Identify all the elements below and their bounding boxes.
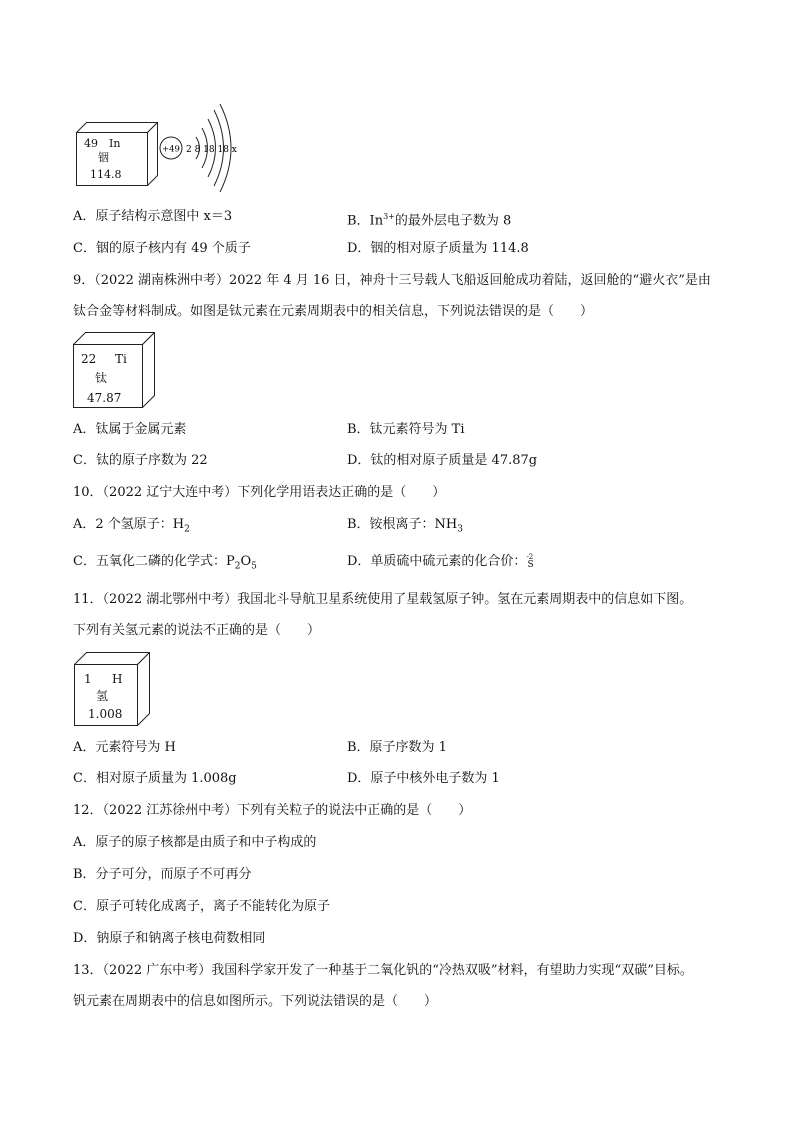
sulfur-symbol: S	[527, 560, 534, 570]
q10-option-b[interactable]: B．铵根离子：$NH_3$	[347, 517, 463, 535]
nucleus-charge: +49	[162, 144, 180, 155]
q10-option-d[interactable]: D．单质硫中硫元素的化合价： -2 S	[347, 553, 536, 571]
q13-stem-line-1: 13．（2022 广东中考）我国科学家开发了一种基于二氧化钒的“冷热双吸”材料，有望助力实现“双碳”目标。	[73, 963, 693, 978]
indium-atomic-number: 49	[84, 137, 98, 150]
q9-stem-line-2: 钛合金等材料制成。如图是钛元素在元素周期表中的相关信息，下列说法错误的是（ ）	[73, 304, 594, 319]
q11-option-b[interactable]: B．原子序数为 1	[347, 740, 447, 755]
hydrogen-symbol: H	[112, 672, 123, 686]
hydrogen-name: 氢	[96, 689, 109, 703]
q11-stem-line-2: 下列有关氢元素的说法不正确的是（ ）	[73, 623, 321, 638]
q8-option-d[interactable]: D．铟的相对原子质量为 114.8	[347, 241, 529, 256]
q11-option-d[interactable]: D．原子中核外电子数为 1	[347, 771, 500, 786]
hydrogen-element-card	[74, 652, 150, 726]
q9-option-c[interactable]: C．钛的原子序数为 22	[73, 453, 208, 468]
electron-shells: 2 8 18 18 x	[186, 145, 237, 155]
hydrogen-mass: 1.008	[88, 707, 123, 721]
titanium-mass: 47.87	[87, 391, 122, 405]
q13-stem-line-2: 钒元素在周期表中的信息如图所示。下列说法错误的是（ ）	[73, 994, 438, 1009]
titanium-atomic-number: 22	[81, 352, 97, 366]
indium-element-card	[76, 122, 158, 186]
q9-option-b[interactable]: B．钛元素符号为 Ti	[347, 422, 465, 437]
q12-stem: 12．（2022 江苏徐州中考）下列有关粒子的说法中正确的是（ ）	[73, 803, 472, 818]
indium-symbol: In	[109, 137, 121, 150]
q9-option-a[interactable]: A．钛属于金属元素	[73, 422, 187, 437]
titanium-element-card	[73, 332, 155, 408]
q10-option-c[interactable]: C．五氧化二磷的化学式：$P_2O_5$	[73, 554, 257, 572]
q8-option-b[interactable]: B．$In^{3+}$的最外层电子数为 8	[347, 212, 512, 229]
valence-mark: -2	[526, 553, 534, 561]
q9-stem-line-1: 9．（2022 湖南株洲中考）2022 年 4 月 16 日，神舟十三号载人飞船返回舱成功着陆，返回舱的“避火衣”是由	[73, 273, 711, 288]
indium-atom-structure-diagram	[158, 104, 248, 192]
titanium-name: 钛	[95, 371, 108, 385]
indium-name: 铟	[98, 151, 109, 164]
q11-option-a[interactable]: A．元素符号为 H	[73, 740, 176, 755]
q10-option-a[interactable]: A．2 个氢原子：$H_2$	[73, 517, 190, 535]
q11-option-c[interactable]: C．相对原子质量为 1.008g	[73, 771, 237, 786]
q8-option-c[interactable]: C．铟的原子核内有 49 个质子	[73, 241, 251, 256]
q12-option-a[interactable]: A．原子的原子核都是由质子和中子构成的	[73, 835, 317, 850]
q11-stem-line-1: 11．（2022 湖北鄂州中考）我国北斗导航卫星系统使用了星载氢原子钟。氢在元素周期表中的信息如下图。	[73, 592, 693, 607]
q12-option-c[interactable]: C．原子可转化成离子，离子不能转化为原子	[73, 899, 330, 914]
titanium-symbol: Ti	[115, 352, 127, 366]
q12-option-d[interactable]: D．钠原子和钠离子核电荷数相同	[73, 931, 266, 946]
hydrogen-atomic-number: 1	[84, 672, 92, 686]
q12-option-b[interactable]: B．分子可分，而原子不可再分	[73, 867, 252, 882]
q9-option-d[interactable]: D．钛的相对原子质量是 47.87g	[347, 453, 538, 468]
q10-stem: 10．（2022 辽宁大连中考）下列化学用语表达正确的是（ ）	[73, 485, 446, 500]
q8-option-a[interactable]: A．原子结构示意图中 x＝3	[73, 209, 233, 224]
indium-mass: 114.8	[90, 168, 122, 181]
